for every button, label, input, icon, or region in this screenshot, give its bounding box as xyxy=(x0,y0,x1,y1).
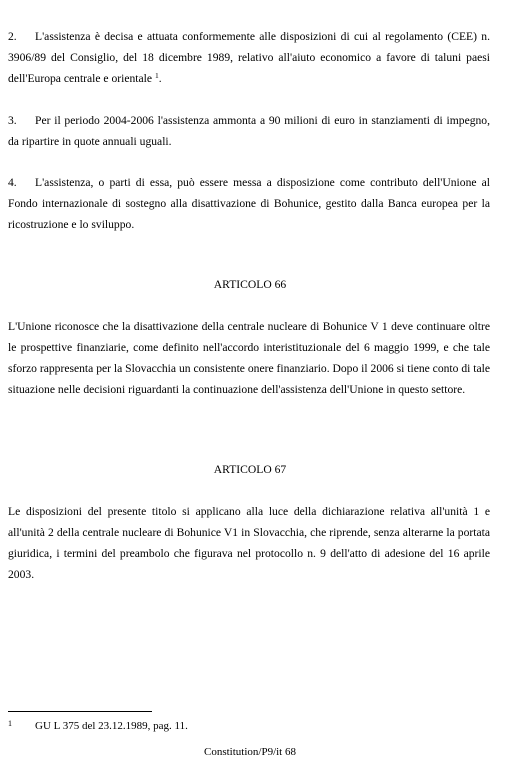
paragraph-number: 3. xyxy=(8,114,17,127)
paragraph-2 xyxy=(8,26,490,89)
paragraph-4 xyxy=(8,172,490,235)
paragraph-3 xyxy=(8,110,490,152)
footnote-separator xyxy=(8,711,152,712)
article-66-heading: ARTICOLO 66 xyxy=(213,278,287,291)
paragraph-text: Per il periodo 2004-2006 l'assistenza ammonta a 90 milioni di euro in stanziamenti di impegno, da ripartire in quote annuali uguali. xyxy=(8,114,490,148)
paragraph-text: L'assistenza è decisa e attuata conformemente alle disposizioni di cui al regolamento (CEE) n. 3906/89 del Consiglio, del 18 dicembre 1989, relativo all'aiuto economico a favore di taluni paesi dell'Europa centrale e orientale xyxy=(8,30,490,85)
article-67-heading: ARTICOLO 67 xyxy=(213,463,287,476)
footnote-mark: 1 xyxy=(8,719,12,728)
paragraph-text: L'assistenza, o parti di essa, può essere messa a disposizione come contributo dell'Unione al Fondo internazionale di sostegno alla disattivazione di Bohunice, gestito dalla Banca europea per la ricostruzione e lo sviluppo. xyxy=(8,176,490,231)
page-footer: Constitution/P9/it 68 xyxy=(204,746,296,758)
paragraph-number: 4. xyxy=(8,176,17,189)
footnote xyxy=(8,717,188,733)
article-67-text: Le disposizioni del presente titolo si applicano alla luce della dichiarazione relativa all'unità 1 e all'unità 2 della centrale nucleare di Bohunice V1 in Slovacchia, che riprende, senza alterarne la portata giuridica, i termini del preambolo che figurava nel protocollo n. 9 dell'atto di adesione del 16 aprile 2003. xyxy=(8,505,490,581)
paragraph-end-punctuation: . xyxy=(158,72,162,85)
paragraph-number: 2. xyxy=(8,30,17,43)
footnote-text: GU L 375 del 23.12.1989, pag. 11. xyxy=(35,720,188,732)
footnote-reference[interactable]: 1 xyxy=(154,71,159,80)
article-66-text: L'Unione riconosce che la disattivazione della centrale nucleare di Bohunice V 1 deve continuare oltre le prospettive finanziarie, come definito nell'accordo interistituzionale del 6 maggio 1999, e che tale sforzo rappresenta per la Slovacchia un consistente onere finanziario. Dopo il 2006 si tiene conto di tale situazione nelle decisioni riguardanti la continuazione dell'assistenza dell'Unione in questo settore. xyxy=(8,320,490,396)
